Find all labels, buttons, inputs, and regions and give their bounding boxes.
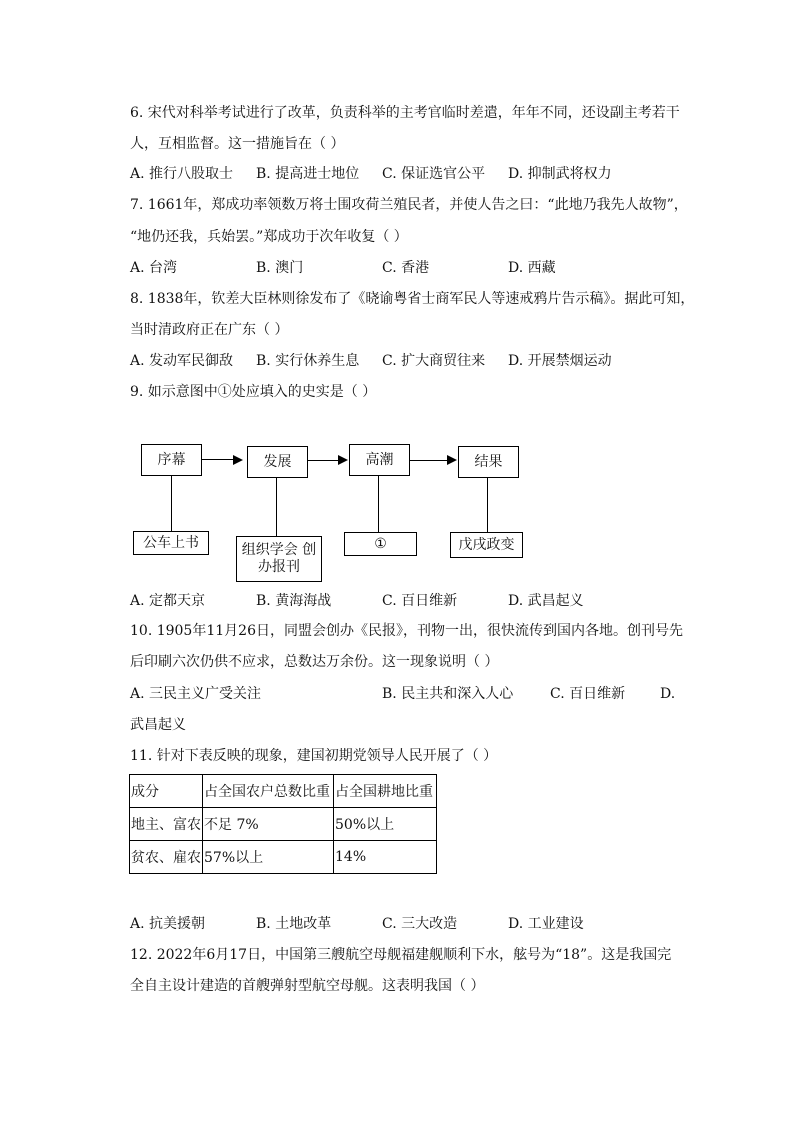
- stage-box-development: 发展: [247, 446, 308, 478]
- q11-option-c: C. 三大改造: [382, 916, 458, 932]
- q6-option-c: C. 保证选官公平: [382, 166, 486, 182]
- q9-stem: 9. 如示意图中①处应填入的史实是（ ）: [130, 384, 377, 400]
- table-cell: 贫农、雇农: [130, 841, 203, 874]
- event-box-societies: 组织学会 创办报刊: [236, 536, 322, 582]
- q6-option-a: A. 推行八股取士: [130, 166, 234, 182]
- event-box-blank: ①: [344, 532, 417, 556]
- table-header-cell: 成分: [130, 775, 203, 808]
- q7-stem-line1: 7. 1661年，郑成功率领数万将士围攻荷兰殖民者，并使人告之曰：“此地乃我先人故物”，: [130, 197, 688, 213]
- arrow-shaft-1: [201, 459, 233, 460]
- q10-option-d-text: 武昌起义: [130, 717, 186, 733]
- q7-option-a: A. 台湾: [130, 260, 178, 276]
- q12-stem-line2: 全自主设计建造的首艘弹射型航空母舰。这表明我国（ ）: [130, 978, 485, 994]
- q9-option-d: D. 武昌起义: [508, 593, 584, 609]
- q7-option-d: D. 西藏: [508, 260, 556, 276]
- q11-option-a: A. 抗美援朝: [130, 916, 206, 932]
- q9-option-c: C. 百日维新: [382, 593, 458, 609]
- table-row: [130, 808, 437, 841]
- connector-4: [487, 477, 488, 532]
- q6-stem-line1: 6. 宋代对科举考试进行了改革，负责科举的主考官临时差遣，年年不同，还设副主考若干: [130, 105, 680, 121]
- stage-box-climax: 高潮: [349, 444, 410, 476]
- q10-option-d: D.: [660, 686, 676, 702]
- q10-option-a: A. 三民主义广受关注: [130, 686, 262, 702]
- table-row: [130, 841, 437, 874]
- table-cell: 50%以上: [334, 808, 437, 841]
- q7-option-b: B. 澳门: [256, 260, 304, 276]
- arrow-shaft-3: [409, 460, 447, 461]
- table-cell: 14%: [334, 841, 437, 874]
- q8-option-a: A. 发动军民御敌: [130, 353, 234, 369]
- stage-box-result: 结果: [458, 446, 519, 478]
- stage-box-prelude: 序幕: [141, 444, 202, 476]
- q11-option-d: D. 工业建设: [508, 916, 584, 932]
- q11-option-b: B. 土地改革: [256, 916, 332, 932]
- q8-option-c: C. 扩大商贸往来: [382, 353, 486, 369]
- table-cell: 57%以上: [203, 841, 334, 874]
- arrow-head-1: [233, 455, 243, 465]
- table-header-cell: 占全国耕地比重: [334, 775, 437, 808]
- q11-stem: 11. 针对下表反映的现象，建国初期党领导人民开展了（ ）: [130, 748, 498, 764]
- table-header-row: [130, 775, 437, 808]
- q6-option-b: B. 提高进士地位: [256, 166, 360, 182]
- q8-stem-line2: 当时清政府正在广东（ ）: [130, 322, 289, 338]
- q10-option-b: B. 民主共和深入人心: [382, 686, 514, 702]
- event-box-coup: 戊戌政变: [450, 532, 523, 558]
- q8-option-d: D. 开展禁烟运动: [508, 353, 612, 369]
- q6-option-d: D. 抑制武将权力: [508, 166, 612, 182]
- connector-1: [171, 475, 172, 531]
- connector-2: [276, 477, 277, 536]
- arrow-shaft-2: [307, 460, 338, 461]
- table-cell: 地主、富农: [130, 808, 203, 841]
- q9-option-b: B. 黄海海战: [256, 593, 332, 609]
- arrow-head-3: [447, 455, 457, 465]
- q6-stem-line2: 人，互相监督。这一措施旨在（ ）: [130, 136, 345, 152]
- q7-option-c: C. 香港: [382, 260, 430, 276]
- q9-option-a: A. 定都天京: [130, 593, 206, 609]
- q10-stem-line2: 后印刷六次仍供不应求，总数达万余份。这一现象说明（ ）: [130, 654, 499, 670]
- connector-3: [378, 475, 379, 532]
- land-distribution-table: [129, 774, 437, 874]
- q10-option-c: C. 百日维新: [550, 686, 626, 702]
- table-header-cell: 占全国农户总数比重: [203, 775, 334, 808]
- q8-option-b: B. 实行休养生息: [256, 353, 360, 369]
- arrow-head-2: [338, 455, 348, 465]
- event-box-gongche: 公车上书: [133, 531, 209, 555]
- q10-stem-line1: 10. 1905年11月26日，同盟会创办《民报》，刊物一出，很快流传到国内各地。创刊号先: [130, 623, 683, 639]
- q12-stem-line1: 12. 2022年6月17日，中国第三艘航空母舰福建舰顺利下水，舷号为“18”。这是我国完: [130, 947, 672, 963]
- table-cell: 不足 7%: [203, 808, 334, 841]
- q8-stem-line1: 8. 1838年，钦差大臣林则徐发布了《晓谕粤省士商军民人等速戒鸦片告示稿》。据此可知，: [130, 291, 695, 307]
- q7-stem-line2: “地仍还我，兵始罢。”郑成功于次年收复（ ）: [130, 229, 408, 245]
